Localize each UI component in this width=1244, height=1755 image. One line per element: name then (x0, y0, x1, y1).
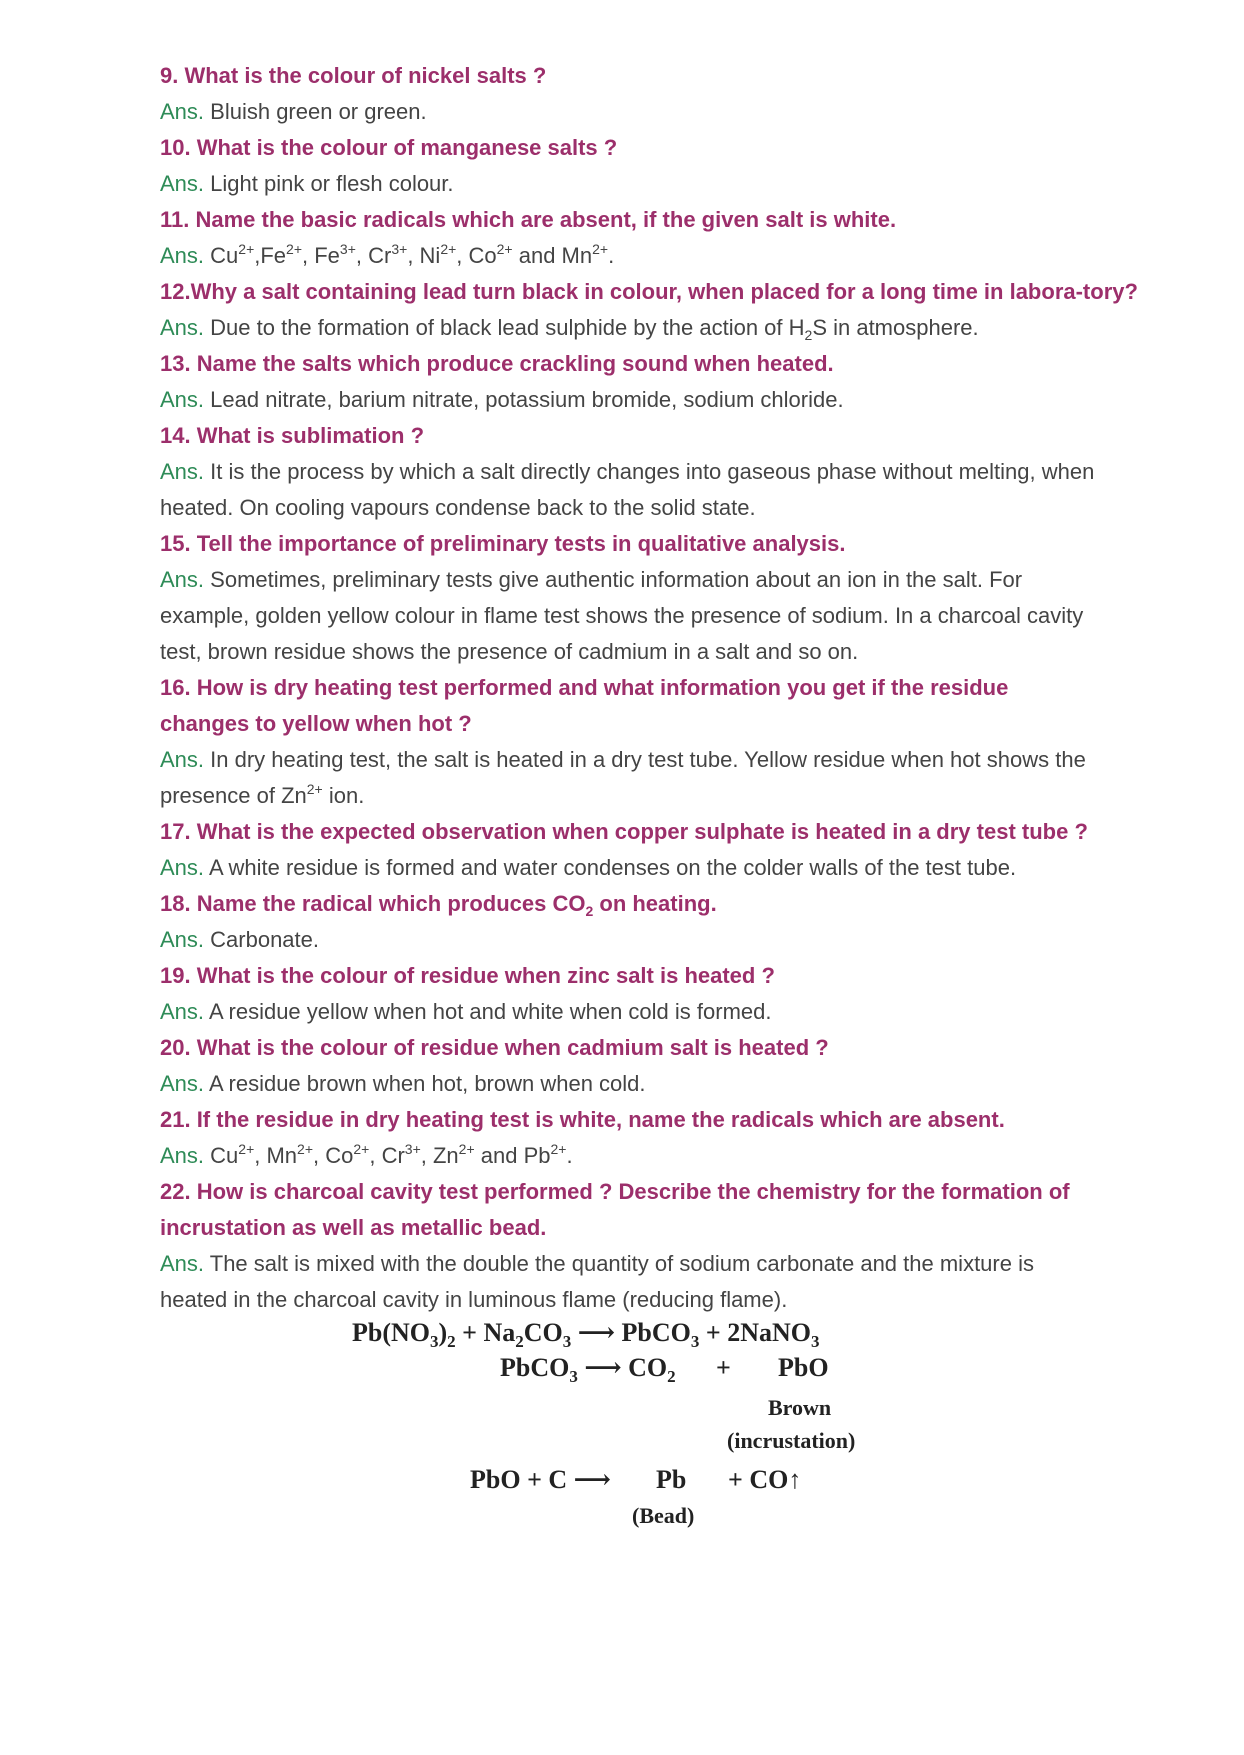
question-10: 10. What is the colour of manganese salts ? (160, 135, 618, 160)
question-19: 19. What is the colour of residue when zinc salt is heated ? (160, 963, 775, 988)
answer-12: Ans. Due to the formation of black lead sulphide by the action of $H_2S$ in atmosphere. (160, 315, 979, 343)
reaction-arrow: ⟶ (567, 1465, 611, 1494)
equation-3-product: Pb (656, 1465, 687, 1494)
qa-document (160, 58, 1138, 1318)
question-11: 11. Name the basic radicals which are absent, if the given salt is white. (160, 207, 897, 232)
ans-label: Ans. (160, 1071, 205, 1096)
answer-10: Ans. Light pink or flesh colour. (160, 171, 454, 196)
equation-2: PbCO$_3$ ⟶ $CO_2$ (500, 1353, 676, 1386)
question-13: 13. Name the salts which produce crackling sound when heated. (160, 351, 834, 376)
answer-14: Ans. It is the process by which a salt directly changes into gaseous phase without melting, when heated. On cooling vapours condense back to the solid state. (160, 459, 1095, 520)
ans-label: Ans. (160, 1143, 205, 1168)
answer-20: Ans. A residue brown when hot, brown when cold. (160, 1071, 646, 1096)
ans-label: Ans. (160, 999, 205, 1024)
question-answer-17: 17. What is the expected observation when copper sulphate is heated in a dry test tube ? Ans. A white residue is formed and water condenses on the colder walls of the test tube. (160, 819, 1088, 880)
ans-label: Ans. (160, 747, 205, 772)
answer-21: Ans. $Cu^{2+}$, $Mn^{2+}$, $Co^{2+}$, $Cr^{3+}$, $Zn^{2+}$ and $Pb^{2+}$. (160, 1141, 573, 1168)
ans-label: Ans. (160, 855, 205, 880)
answer-11: Ans. $Cu^{2+},Fe^{2+}$, $Fe^{3+}$, $Cr^{3+}$, $Ni^{2+}$, $Co^{2+}$ and $Mn^{2+}$. (160, 241, 615, 268)
ans-label: Ans. (160, 315, 205, 340)
ans-label: Ans. (160, 99, 205, 124)
label-brown: Brown (768, 1395, 832, 1420)
equation-2-product: PbO (778, 1353, 829, 1382)
ans-label: Ans. (160, 243, 205, 268)
question-20: 20. What is the colour of residue when cadmium salt is heated ? (160, 1035, 829, 1060)
label-bead: (Bead) (632, 1503, 695, 1528)
question-17: 17. What is the expected observation when copper sulphate is heated in a dry test tube ? (160, 819, 1088, 844)
answer-18: Ans. Carbonate. (160, 927, 320, 952)
answer-13: Ans. Lead nitrate, barium nitrate, potassium bromide, sodium chloride. (160, 387, 844, 412)
ans-label: Ans. (160, 567, 205, 592)
question-18: 18. Name the radical which produces $CO_2$ on heating. (160, 891, 717, 919)
ans-label: Ans. (160, 459, 205, 484)
answer-22: Ans. The salt is mixed with the double the quantity of sodium carbonate and the mixture is heated in the charcoal cavity in luminous flame (reducing flame). (160, 1251, 1034, 1312)
question-14: 14. What is sublimation ? (160, 423, 425, 448)
answer-9: Ans. Bluish green or green. (160, 99, 427, 124)
ans-label: Ans. (160, 1251, 205, 1276)
ans-label: Ans. (160, 927, 205, 952)
question-12: 12.Why a salt containing lead turn black in colour, when placed for a long time in labora-tory? (160, 279, 1138, 304)
answer-16: Ans. In dry heating test, the salt is heated in a dry test tube. Yellow residue when hot shows the presence of $Zn^{2+}$ ion. (160, 747, 1086, 808)
equation-2-plus: + (716, 1353, 731, 1382)
question-22: 22. How is charcoal cavity test performed ? Describe the chemistry for the formation of incrustation as well as metallic bead. (160, 1179, 1070, 1240)
answer-19: Ans. A residue yellow when hot and white when cold is formed. (160, 999, 772, 1024)
gas-evolved-arrow-icon: ↑ (788, 1465, 802, 1494)
question-21: 21. If the residue in dry heating test is white, name the radicals which are absent. (160, 1107, 1005, 1132)
label-incrustation: (incrustation) (727, 1428, 856, 1453)
equation-1: $Pb(NO_3)_2 + Na_2CO_3$ ⟶ PbCO$_3$ + 2NaNO$_3$ (352, 1318, 820, 1351)
question-9: 9. What is the colour of nickel salts ? (160, 63, 547, 88)
reaction-arrow: ⟶ (571, 1318, 622, 1347)
ans-label: Ans. (160, 387, 205, 412)
question-16: 16. How is dry heating test performed and what information you get if the residue changes to yellow when hot ? (160, 675, 1009, 736)
question-15: 15. Tell the importance of preliminary tests in qualitative analysis. (160, 531, 846, 556)
answer-15: Ans. Sometimes, preliminary tests give authentic information about an ion in the salt. For example, golden yellow colour in flame test shows the presence of sodium. In a charcoal cavity test, brown residue shows the presence of cadmium in a salt and so on. (160, 567, 1084, 664)
equation-3-gas: + CO↑ (728, 1465, 802, 1494)
equation-3: PbO + C ⟶ (470, 1465, 611, 1494)
reaction-arrow: ⟶ (577, 1353, 629, 1382)
ans-label: Ans. (160, 171, 205, 196)
